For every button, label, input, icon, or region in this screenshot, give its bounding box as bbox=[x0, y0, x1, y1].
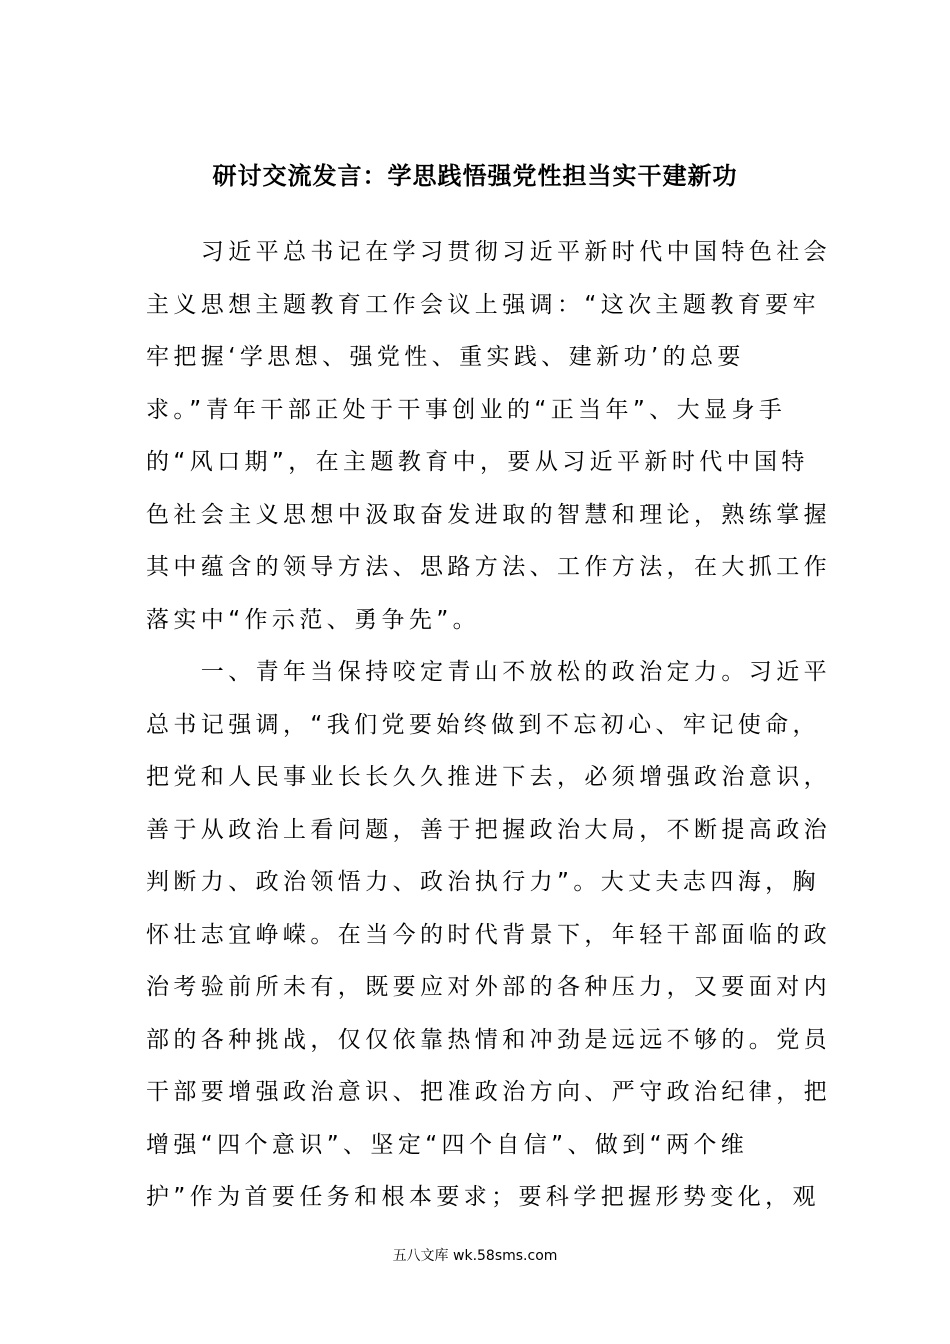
body-line: 部的各种挑战，仅仅依靠热情和冲劲是远远不够的。党员 bbox=[146, 1026, 831, 1053]
body-line: 一、青年当保持咬定青山不放松的政治定力。习近平 bbox=[146, 659, 831, 685]
body-line: 牢把握‘学思想、强党性、重实践、建新功’的总要 bbox=[146, 344, 745, 370]
document-title: 研讨交流发言：学思践悟强党性担当实干建新功 bbox=[212, 161, 738, 190]
body-line: 求。”青年干部正处于干事创业的“正当年”、大显身手 bbox=[146, 396, 787, 423]
body-line: 的“风口期”，在主题教育中，要从习近平新时代中国特 bbox=[146, 449, 809, 475]
body-line: 判断力、政治领悟力、政治执行力”。大丈夫志四海，胸 bbox=[146, 869, 820, 895]
body-line: 增强“四个意识”、坚定“四个自信”、做到“两个维 bbox=[146, 1131, 749, 1158]
body-line: 落实中“作示范、勇争先”。 bbox=[146, 606, 481, 633]
body-line: 怀壮志宜峥嵘。在当今的时代背景下，年轻干部面临的政 bbox=[146, 921, 831, 948]
body-line: 总书记强调，“我们党要始终做到不忘初心、牢记使命， bbox=[146, 711, 820, 738]
body-line: 把党和人民事业长长久久推进下去，必须增强政治意识， bbox=[146, 764, 831, 790]
footer-watermark: 五八文库 wk.58sms.com bbox=[392, 1248, 558, 1264]
body-line: 善于从政治上看问题，善于把握政治大局，不断提高政治 bbox=[146, 816, 831, 843]
body-line: 其中蕴含的领导方法、思路方法、工作方法，在大抓工作 bbox=[146, 554, 831, 580]
body-line: 色社会主义思想中汲取奋发进取的智慧和理论，熟练掌握 bbox=[146, 501, 831, 528]
body-line: 干部要增强政治意识、把准政治方向、严守政治纪律，把 bbox=[146, 1079, 831, 1105]
body-line: 习近平总书记在学习贯彻习近平新时代中国特色社会 bbox=[146, 239, 831, 265]
body-line: 护”作为首要任务和根本要求；要科学把握形势变化，观 bbox=[146, 1184, 820, 1210]
body-line: 主义思想主题教育工作会议上强调：“这次主题教育要牢 bbox=[146, 291, 820, 318]
document-body bbox=[146, 226, 831, 1224]
body-line: 治考验前所未有，既要应对外部的各种压力，又要面对内 bbox=[146, 974, 831, 1000]
